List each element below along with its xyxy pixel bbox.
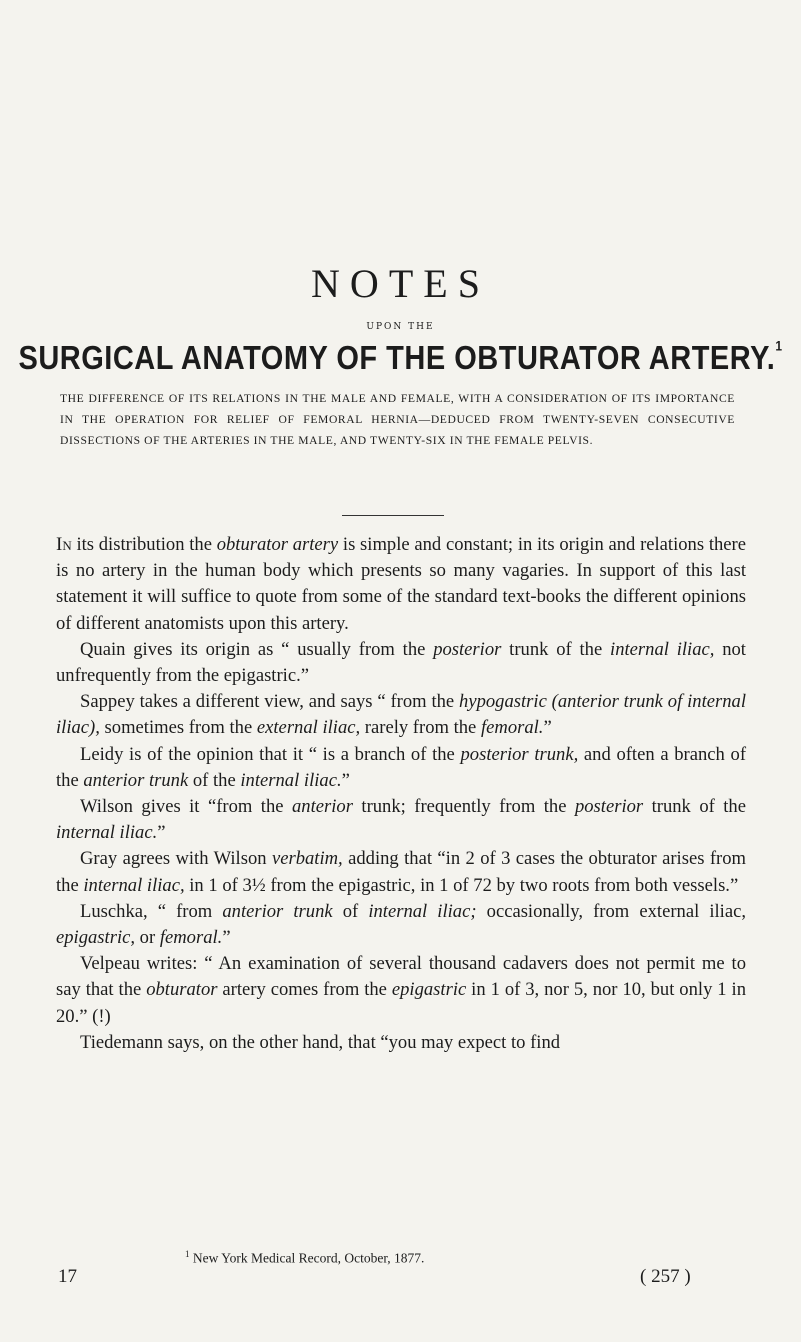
paragraph — [56, 794, 746, 846]
italic-run: posterior — [574, 796, 644, 818]
page-title — [0, 337, 801, 378]
paragraph — [56, 637, 746, 689]
text-run: trunk; frequently from the — [352, 796, 575, 818]
text-run: ” — [222, 927, 231, 949]
divider-rule — [342, 515, 444, 516]
text-run: Gray agrees with Wilson — [80, 848, 272, 870]
paragraph — [56, 899, 746, 951]
paragraph — [56, 742, 746, 794]
title-footnote-mark: 1 — [775, 337, 783, 354]
italic-run: hypogastric (anterior trunk of internal iliac), — [56, 691, 746, 739]
text-run: Luschka, “ from — [80, 900, 223, 922]
signature-mark: 17 — [58, 1266, 77, 1287]
paragraph — [56, 689, 746, 741]
text-run: or — [135, 927, 160, 949]
italic-run: internal iliac. — [240, 769, 342, 791]
italic-run: anterior — [291, 796, 353, 818]
footnote-text: New York Medical Record, October, 1877. — [189, 1250, 425, 1266]
italic-run: femoral. — [480, 717, 544, 739]
footnote — [185, 1249, 745, 1267]
text-run: of — [332, 900, 369, 922]
footnote-mark: 1 — [185, 1249, 190, 1259]
drop-cap-word: In — [56, 534, 72, 555]
paragraph — [56, 532, 746, 637]
paragraph — [56, 951, 746, 1030]
italic-run: internal iliac, — [83, 874, 185, 896]
text-run: in 1 of 3, nor 5, nor 10, but only 1 in 20.” (!) — [56, 979, 746, 1027]
italic-run: posterior — [433, 638, 502, 660]
text-run: occasionally, from external iliac, — [476, 900, 746, 922]
text-run: of the — [188, 769, 241, 791]
text-run: ” — [543, 717, 552, 739]
italic-run: verbatim, — [271, 848, 343, 870]
text-run: Velpeau writes: “ An examination of several thousand cadavers does not permit me to say that the — [56, 953, 746, 1001]
page-number: ( 257 ) — [640, 1266, 691, 1287]
text-run: and often a branch of the — [56, 743, 747, 791]
heading-notes: NOTES — [311, 261, 490, 306]
text-run: trunk of the — [501, 638, 611, 660]
text-run: Wilson gives it “from the — [80, 796, 292, 818]
text-run: not unfrequently from the epigastric.” — [56, 638, 746, 687]
italic-run: internal iliac; — [368, 900, 477, 922]
italic-run: external iliac, — [256, 717, 361, 739]
text-run: adding that “in 2 of 3 cases the obturator arises from the — [56, 848, 746, 896]
italic-run: anterior trunk — [222, 900, 333, 922]
text-run: Tiedemann says, on the other hand, that “you may expect to find — [80, 1031, 561, 1053]
paragraph — [56, 846, 746, 898]
italic-run: internal iliac, — [610, 638, 715, 660]
italic-run: obturator artery — [216, 534, 339, 555]
italic-run: anterior trunk — [83, 769, 189, 791]
italic-run: internal iliac. — [56, 822, 158, 844]
text-run: rarely from the — [360, 717, 481, 739]
italic-run: obturator — [146, 979, 218, 1001]
body-text — [56, 532, 746, 1056]
text-run: sometimes from the — [99, 717, 257, 739]
page-title-text: SURGICAL ANATOMY OF THE OBTURATOR ARTERY. — [18, 340, 776, 377]
subtitle: THE DIFFERENCE OF ITS RELATIONS IN THE MALE AND FEMALE, WITH A CONSIDERATION OF ITS IMPORTANCE IN THE OPERATION FOR RELIEF OF FEMORAL HERNIA—DEDUCED FROM TWENTY-SEVEN CONSECUTIVE DISSECTIONS OF THE ARTERIES IN THE MALE, AND TWENTY-SIX IN THE FEMALE PELVIS. — [60, 392, 735, 447]
text-run: artery comes from the — [217, 979, 392, 1001]
italic-run: epigastric — [391, 979, 467, 1001]
text-run: Leidy is of the opinion that it “ is a branch of the — [80, 743, 461, 765]
text-run: in 1 of 3½ from the epigastric, in 1 of 72 by two roots from both vessels.” — [184, 874, 739, 896]
italic-run: epigastric, — [56, 927, 136, 949]
paragraph — [56, 1030, 746, 1056]
heading-upon-the: UPON THE — [366, 322, 435, 332]
text-run: ” — [157, 822, 166, 844]
italic-run: femoral. — [159, 927, 223, 949]
text-run: is simple and constant; in its origin and relations there is no artery in the human body which presents so many vagaries. In support of this last statement it will suffice to quote from some of the standard text-books the different opinions of different anatomists upon this artery. — [56, 534, 746, 634]
text-run: trunk of the — [643, 796, 746, 818]
text-run: Quain gives its origin as “ usually from the — [80, 638, 434, 660]
text-run: its distribution the — [71, 534, 217, 555]
text-run: Sappey takes a different view, and says “ from the — [80, 691, 460, 713]
text-run: ” — [341, 769, 350, 791]
italic-run: posterior trunk, — [460, 743, 579, 765]
